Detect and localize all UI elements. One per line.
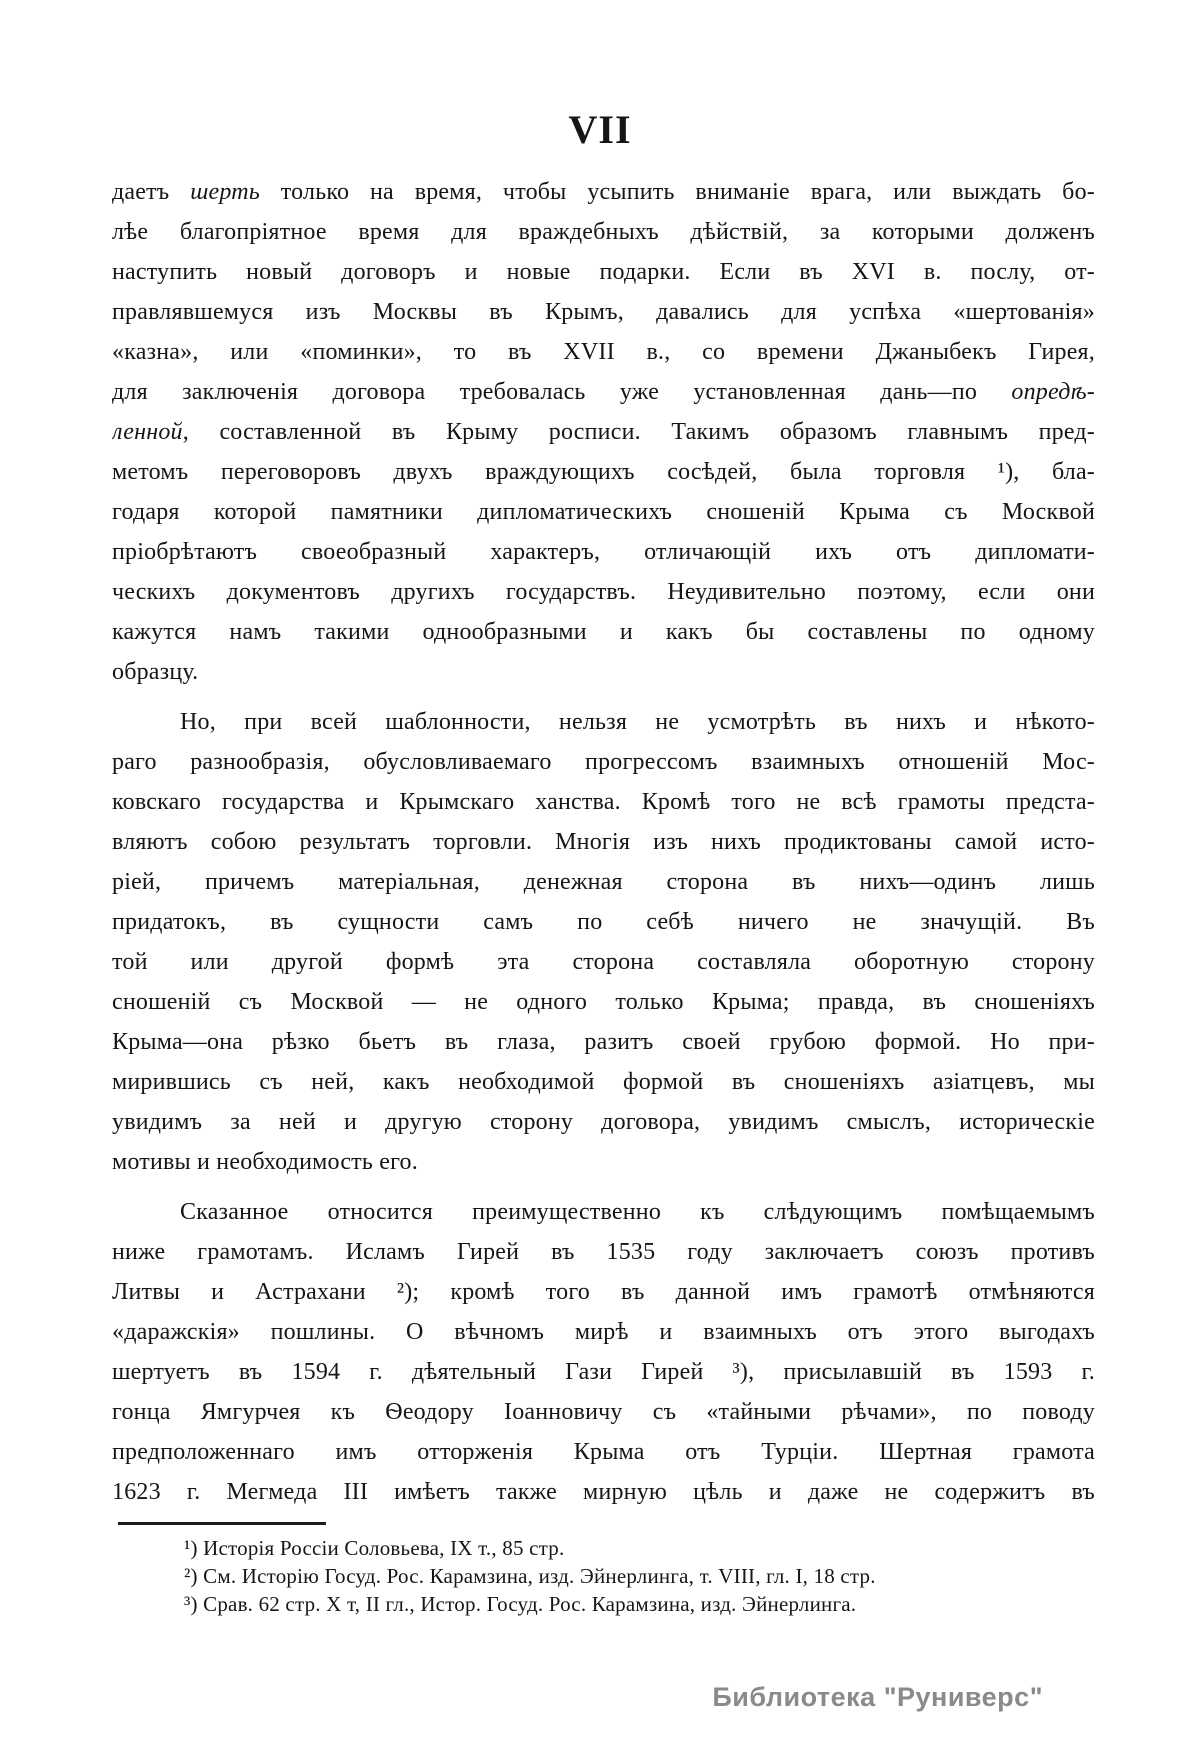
text-line: кажутся намъ такими однообразными и какъ бы составлены по одному	[112, 619, 1095, 645]
footnote-separator	[118, 1522, 326, 1525]
text-line: наступить новый договоръ и новые подарки. Если въ XVI в. послу, от-	[112, 259, 1095, 285]
paragraph-2	[112, 702, 1095, 1182]
text-line: Крыма—она рѣзко бьетъ въ глаза, разитъ своей грубою формой. Но при-	[112, 1029, 1095, 1055]
text-line	[112, 372, 1095, 412]
text-line: мирившись съ ней, какъ необходимой формой въ сношеніяхъ азіатцевъ, мы	[112, 1069, 1095, 1095]
text-line: 1623 г. Мегмеда III имѣетъ также мирную цѣль и даже не содержитъ въ	[112, 1479, 1095, 1505]
text-line: шертуетъ въ 1594 г. дѣятельный Гази Гирей ³), присылавшій въ 1593 г.	[112, 1359, 1095, 1385]
text-line: увидимъ за ней и другую сторону договора, увидимъ смыслъ, историческіе	[112, 1109, 1095, 1135]
text-line: ниже грамотамъ. Исламъ Гирей въ 1535 году заключаетъ союзъ противъ	[112, 1239, 1095, 1265]
text-segment: для заключенія договора требовалась уже установленная дань—по	[112, 379, 978, 405]
text-line: ческихъ документовъ другихъ государствъ. Неудивительно поэтому, если они	[112, 579, 1095, 605]
body-text	[112, 172, 1095, 1512]
text-line: сношеній съ Москвой — не одного только Крыма; правда, въ сношеніяхъ	[112, 989, 1095, 1015]
text-line: лѣе благопріятное время для враждебныхъ дѣйствій, за которыми долженъ	[112, 219, 1095, 245]
text-segment: , составленной въ Крыму росписи. Такимъ образомъ главнымъ пред-	[182, 419, 1095, 445]
text-line: раго разнообразія, обусловливаемаго прогрессомъ взаимныхъ отношеній Мос-	[112, 749, 1095, 775]
text-line: Литвы и Астрахани ²); кромѣ того въ данной имъ грамотѣ отмѣняются	[112, 1279, 1095, 1305]
paragraph-3	[112, 1192, 1095, 1512]
text-line: образцу.	[112, 659, 199, 685]
text-line: «даражскія» пошлины. О вѣчномъ мирѣ и взаимныхъ отъ этого выгодахъ	[112, 1319, 1095, 1345]
footnote-line: ²) См. Исторію Госуд. Рос. Карамзина, изд. Эйнерлинга, т. VIII, гл. I, 18 стр.	[184, 1564, 876, 1588]
text-line: придатокъ, въ сущности самъ по себѣ ничего не значущій. Въ	[112, 909, 1095, 935]
text-segment: только на время, чтобы усыпить вниманіе врага, или выждать бо-	[280, 179, 1095, 205]
text-line: мотивы и необходимость его.	[112, 1149, 418, 1175]
text-line: пріобрѣтаютъ своеобразный характеръ, отличающій ихъ отъ дипломати-	[112, 539, 1095, 565]
text-line: Сказанное относится преимущественно къ слѣдующимъ помѣщаемымъ	[180, 1199, 1095, 1225]
text-line: метомъ переговоровъ двухъ враждующихъ сосѣдей, была торговля ¹), бла-	[112, 459, 1095, 485]
text-line: ріей, причемъ матеріальная, денежная сторона въ нихъ—одинъ лишь	[112, 869, 1095, 895]
text-line	[112, 172, 1095, 212]
footnotes	[112, 1534, 1095, 1618]
paragraph-1	[112, 172, 1095, 692]
italic-term: шерть	[190, 179, 260, 205]
text-line: ковскаго государства и Крымскаго ханства. Кромѣ того не всѣ грамоты предста-	[112, 789, 1095, 815]
text-segment: даетъ	[112, 179, 170, 205]
text-line: годаря которой памятники дипломатическихъ сношеній Крыма съ Москвой	[112, 499, 1095, 525]
text-line: предположеннаго имъ отторженія Крыма отъ Турціи. Шертная грамота	[112, 1439, 1095, 1465]
runivers-library-watermark: Библиотека "Руниверс"	[712, 1682, 1043, 1712]
text-line: «казна», или «поминки», то въ XVII в., со времени Джаныбекъ Гирея,	[112, 339, 1095, 365]
text-line: гонца Ямгурчея къ Ѳеодору Іоанновичу съ «тайными рѣчами», по поводу	[112, 1399, 1095, 1425]
italic-term: ленной	[112, 419, 183, 445]
page-number: VII	[568, 107, 632, 152]
text-line: вляютъ собою результатъ торговли. Многія изъ нихъ продиктованы самой исто-	[112, 829, 1095, 855]
text-line: правлявшемуся изъ Москвы въ Крымъ, давались для успѣха «шертованія»	[112, 299, 1095, 325]
italic-term: опредѣ-	[1011, 379, 1095, 405]
footnote-line: ³) Срав. 62 стр. X т, II гл., Истор. Госуд. Рос. Карамзина, изд. Эйнерлинга.	[184, 1592, 857, 1616]
text-line: той или другой формѣ эта сторона составляла оборотную сторону	[112, 949, 1095, 975]
text-line: Но, при всей шаблонности, нельзя не усмотрѣть въ нихъ и нѣкото-	[180, 709, 1095, 735]
footnote-line: ¹) Исторія Россіи Соловьева, IX т., 85 стр.	[184, 1536, 565, 1560]
text-line	[112, 412, 1095, 452]
